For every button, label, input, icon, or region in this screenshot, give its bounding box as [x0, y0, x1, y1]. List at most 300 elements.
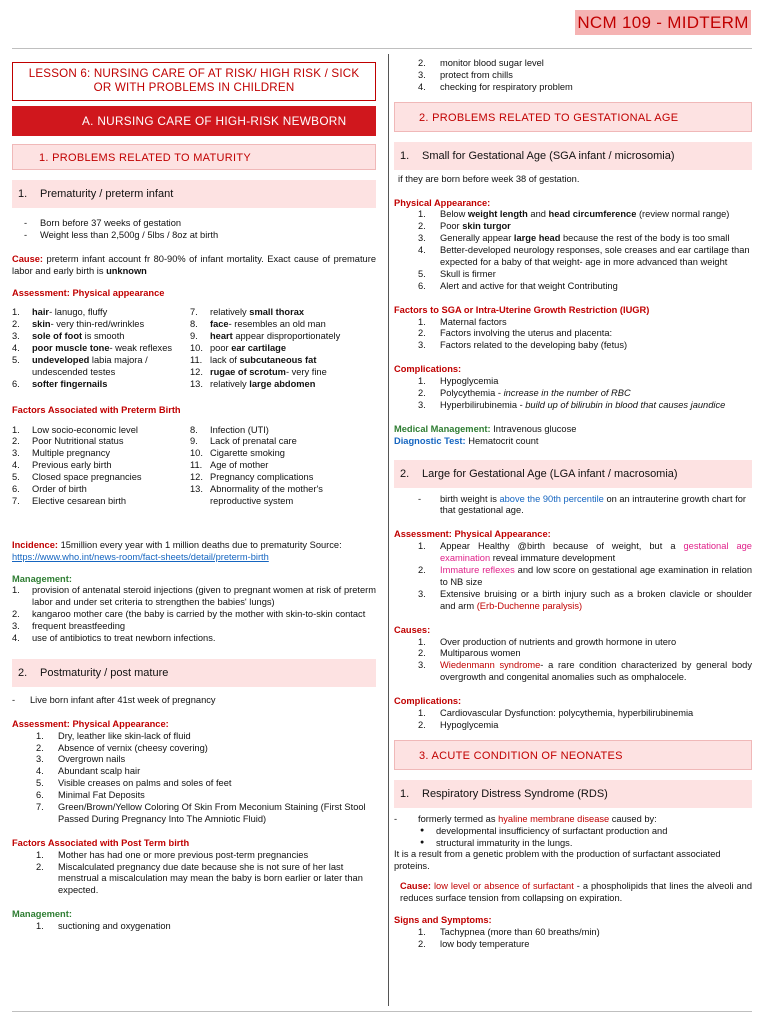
list-item	[12, 609, 376, 621]
post-factors-label: Factors Associated with Post Term birth	[12, 837, 190, 848]
list-item	[12, 731, 376, 743]
rds-cause-label: Cause:	[400, 881, 432, 892]
list-item	[12, 633, 376, 645]
prematurity-title: Prematurity / preterm infant	[40, 187, 174, 200]
list-item	[12, 379, 190, 391]
list-item	[394, 221, 752, 233]
list-item	[12, 802, 376, 826]
list-bold: undeveloped	[32, 354, 90, 365]
list-bold: sole of foot	[32, 331, 83, 342]
list-text: - very thin-red/wrinkles	[50, 319, 145, 330]
management-label	[12, 574, 376, 586]
list-text: Hyperbilirubinemia -	[440, 399, 526, 410]
lga-heading	[394, 460, 752, 488]
list-text: Dry, leather like skin-lack of fluid	[58, 730, 191, 741]
list-item	[12, 355, 190, 379]
list-number: 1.	[36, 921, 44, 932]
list-number: 4.	[12, 343, 20, 354]
post-management-list	[12, 921, 376, 933]
list-item: 3. Wiedenmann syndrome- a rare condition characterized by general body overgrowth and congenital anomalies such as omphalocele.	[418, 660, 752, 683]
list-pre: Generally appear	[440, 233, 514, 244]
header-rule	[12, 48, 752, 49]
lga-causes-label: Causes:	[394, 624, 431, 635]
list-text: Hypoglycemia	[440, 376, 499, 387]
prematurity-number: 1.	[18, 187, 28, 200]
list-text: Low socio-economic level	[32, 424, 138, 435]
list-bold: softer fingernails	[32, 378, 108, 389]
postmaturity-number: 2.	[18, 666, 28, 679]
list-number: 1.	[418, 926, 426, 937]
list-item	[12, 460, 190, 472]
lga-definition-pre: birth weight is	[440, 493, 500, 504]
list-number: 4.	[12, 633, 20, 644]
incidence	[12, 540, 376, 564]
list-text: Overgrown nails	[58, 754, 126, 765]
list-number: 5.	[12, 472, 20, 483]
list-bold: weight length	[467, 209, 528, 220]
sga-factors-label: Factors to SGA or Intra-Uterine Growth Restriction (IUGR)	[394, 304, 650, 315]
list-bold: heart	[210, 331, 233, 342]
list-number: 1.	[36, 849, 44, 860]
list-item	[394, 388, 752, 400]
rds-definition-pre: formerly termed as	[418, 813, 499, 824]
list-pre: poor	[210, 343, 232, 354]
list-number: 2.	[418, 719, 426, 730]
list-bold: skin	[32, 319, 51, 330]
list-number: 13.	[190, 378, 203, 389]
text: and low score on gestational age examination in relation to NB size	[440, 565, 752, 587]
preterm-factors-list	[12, 425, 376, 508]
list-item	[12, 436, 190, 448]
list-number: 3.	[418, 69, 426, 80]
list-text: Cardiovascular Dysfunction: polycythemia, hyperbilirubinemia	[440, 707, 694, 718]
list-number: 3.	[418, 233, 426, 244]
list-item: 1. Appear Healthy @birth because of weight, but a gestational age examination reveal immature development	[418, 541, 752, 564]
cause-label: Cause:	[12, 253, 44, 264]
factors-left	[12, 425, 190, 508]
list-item	[12, 343, 190, 355]
list-text: Minimal Fat Deposits	[58, 790, 145, 801]
list-item	[12, 585, 376, 609]
list-number: 7.	[190, 307, 198, 318]
list-number: 1.	[418, 209, 426, 220]
list-number: 2.	[418, 58, 426, 68]
sga-definition: if they are born before week 38 of gestation.	[398, 173, 580, 184]
lga-complications-list	[394, 708, 752, 732]
list-pre: Skull is firmer	[440, 268, 496, 279]
list-item	[394, 82, 752, 94]
text: Multiparous women	[440, 648, 521, 659]
acute-heading: 3. ACUTE CONDITION OF NEONATES	[394, 740, 752, 770]
list-text: Hypoglycemia	[440, 719, 499, 730]
sga-title: Small for Gestational Age (SGA infant / microsomia)	[422, 149, 675, 162]
list-item	[12, 850, 376, 862]
cause-text: preterm infant account fr 80-90% of infant mortality. Exact cause of premature labor and early birth is	[12, 253, 376, 276]
medical-management	[394, 424, 752, 436]
incidence-text: 15million every year with 1 million deaths due to prematurity Source:	[57, 539, 342, 550]
section-banner: A. NURSING CARE OF HIGH-RISK NEWBORN	[12, 106, 376, 136]
list-number: 9.	[190, 331, 198, 342]
list-item	[394, 58, 752, 70]
list-number: 2.	[12, 436, 20, 447]
list-text: Pregnancy complications	[210, 472, 314, 483]
list-item: - Born before 37 weeks of gestation	[12, 218, 376, 230]
list-text: Green/Brown/Yellow Coloring Of Skin From Meconium Staining (First Stool Passed During Pregnancy Into The Amniotic Fluid)	[58, 802, 366, 824]
list-text: labia majora / undescended testes	[32, 354, 148, 377]
text: Appear Healthy @birth because of weight, but a	[440, 541, 684, 552]
list-number: 6.	[418, 280, 426, 291]
list-number: 2.	[12, 319, 20, 330]
lga-definition-highlight: above the 90th percentile	[499, 493, 604, 504]
text: Over production of nutrients and growth hormone in utero	[440, 636, 677, 647]
management-list	[12, 585, 376, 644]
lga-causes-list	[394, 637, 752, 685]
highlight: (Erb-Duchenne paralysis)	[476, 600, 583, 611]
rds-title: Respiratory Distress Syndrome (RDS)	[422, 787, 608, 800]
list-item	[12, 319, 190, 331]
list-number: 1.	[418, 376, 426, 387]
list-number: 12.	[190, 366, 203, 377]
list-item: 2. Immature reflexes and low score on gestational age examination in relation to NB size	[418, 565, 752, 587]
list-italic: build up of bilirubin in blood that causes jaundice	[525, 399, 726, 410]
list-text: because the rest of the body is too small	[560, 233, 730, 244]
medical-management-label: Medical Management:	[394, 423, 491, 434]
list-pre: Below	[440, 209, 468, 220]
list-item	[12, 331, 190, 343]
sga-heading	[394, 142, 752, 170]
list-item	[12, 448, 190, 460]
list-bold: large head	[513, 233, 561, 244]
list-item	[12, 778, 376, 790]
list-text: use of antibiotics to treat newborn infections.	[32, 633, 216, 644]
list-text: Closed space pregnancies	[32, 472, 142, 483]
list-text: frequent breastfeeding	[32, 621, 126, 632]
list-number: 2.	[418, 221, 426, 232]
list-item: 1. Over production of nutrients and growth hormone in utero	[418, 636, 677, 647]
post-assessment-list	[12, 731, 376, 826]
prematurity-definition	[12, 218, 376, 242]
list-number: 1.	[12, 307, 20, 318]
list-item: ● developmental insufficiency of surfactant production and	[394, 826, 752, 838]
postmaturity-heading	[12, 659, 376, 687]
list-number: 9.	[190, 436, 198, 447]
prematurity-cause	[12, 254, 376, 278]
list-text: provision of antenatal steroid injections (given to pregnant women at risk of preterm labor and under set criteria to strengthen the babies' lungs)	[32, 585, 376, 608]
list-item	[12, 754, 376, 766]
who-link[interactable]: https://www.who.int/news-room/fact-sheets/detail/preterm-birth	[12, 551, 269, 562]
list-item	[190, 460, 376, 472]
list-text: checking for respiratory problem	[440, 81, 573, 92]
list-number: 8.	[190, 319, 198, 330]
list-number: 7.	[36, 802, 44, 813]
highlight: Immature reflexes	[440, 565, 515, 576]
list-number: 12.	[190, 472, 203, 483]
lga-complications-label: Complications:	[394, 696, 462, 707]
list-number: 3.	[418, 399, 426, 410]
cause-bold: unknown	[106, 265, 147, 276]
list-text: low body temperature	[440, 938, 530, 949]
list-number: 3.	[12, 331, 20, 342]
list-pre: Alert and active for that weight Contributing	[440, 280, 618, 291]
list-number: 4.	[418, 245, 426, 256]
lga-assessment-list	[394, 541, 752, 612]
list-text: Age of mother	[210, 460, 269, 471]
list-text: Previous early birth	[32, 460, 112, 471]
assessment-label: Assessment: Physical appearance	[12, 287, 165, 298]
list-item	[12, 621, 376, 633]
list-number: 7.	[12, 495, 20, 506]
list-number: 10.	[190, 343, 203, 354]
diagnostic-test	[394, 436, 752, 448]
list-item	[394, 340, 752, 352]
list-text: Poor Nutritional status	[32, 436, 124, 447]
list-text: Factors involving the uterus and placenta:	[440, 328, 613, 339]
right-column	[394, 54, 752, 951]
list-text: is smooth	[82, 331, 125, 342]
list-bold: poor muscle tone	[32, 343, 110, 354]
list-text: - weak reflexes	[109, 343, 173, 354]
post-management-label: Management:	[12, 909, 72, 920]
lga-definition-post: on an intrauterine growth chart for that gestational age.	[440, 493, 746, 516]
list-text: appear disproportionately	[232, 331, 341, 342]
list-item	[12, 921, 376, 933]
list-item	[190, 319, 376, 331]
list-text: Multiple pregnancy	[32, 448, 111, 459]
list-item	[394, 245, 752, 269]
maturity-heading: 1. PROBLEMS RELATED TO MATURITY	[12, 144, 376, 170]
sga-physical-label: Physical Appearance:	[394, 197, 491, 208]
list-item	[394, 708, 752, 720]
medical-management-text: Intravenous glucose	[490, 423, 577, 434]
sga-factors-list	[394, 317, 752, 353]
list-text: Miscalculated pregnancy due date because she is not sure of her last menstrual a miscalculation may mean the baby is born earlier or later than expected.	[58, 861, 363, 896]
list-item	[12, 743, 376, 755]
list-item: ● structural immaturity in the lungs.	[394, 838, 752, 850]
text: reveal immature development	[490, 553, 616, 564]
continued-management-list	[394, 58, 752, 94]
list-number: 6.	[36, 790, 44, 801]
list-number: 6.	[12, 378, 20, 389]
incidence-label: Incidence:	[12, 539, 58, 550]
list-number: 4.	[36, 766, 44, 777]
list-text: - lanugo, fluffy	[49, 307, 108, 318]
list-number: 3.	[12, 448, 20, 459]
rds-genetic: It is a result from a genetic problem with the production of surfactant associated proteins.	[394, 849, 721, 872]
list-number: 11.	[190, 460, 203, 471]
list-number: 8.	[190, 424, 198, 435]
list-bold: ear cartilage	[231, 343, 286, 354]
sga-complications-label: Complications:	[394, 364, 462, 375]
rds-cause	[394, 881, 752, 905]
rds-definition: - formerly termed as hyaline membrane disease caused by:	[394, 813, 657, 824]
list-number: 13.	[190, 484, 203, 494]
list-number: 4.	[418, 81, 426, 92]
list-number: 4.	[12, 460, 20, 471]
list-bold: head circumference	[548, 209, 637, 220]
list-number: 5.	[418, 268, 426, 279]
list-text: suctioning and oxygenation	[58, 921, 171, 932]
list-item	[394, 720, 752, 732]
management-label-text: Management:	[12, 573, 72, 584]
text: - a rare condition characterized by general body overgrowth and congenital anomalies such as omphalocele.	[440, 660, 752, 683]
rds-bullets	[394, 826, 752, 850]
list-bold: small thorax	[249, 307, 305, 318]
list-pre: lack of	[210, 354, 240, 365]
rds-definition-highlight: hyaline membrane disease	[498, 813, 610, 824]
list-item	[190, 484, 376, 508]
highlight: Wiedenmann syndrome	[440, 660, 541, 671]
assessment-right	[190, 307, 376, 390]
list-number: 2.	[12, 609, 20, 620]
list-item	[190, 367, 376, 379]
list-bold: rugae of scrotum	[210, 366, 286, 377]
list-number: 5.	[12, 354, 20, 365]
rds-number: 1.	[400, 787, 410, 800]
list-item: 3. Extensive bruising or a birth injury such as a broken clavicle or shoulder and arm (Erb-Duchenne paralysis)	[418, 588, 752, 611]
list-item	[394, 209, 752, 221]
list-item: 2. Multiparous women	[418, 648, 521, 659]
list-item	[394, 281, 752, 293]
list-bold: skin turgor	[462, 221, 511, 232]
list-text: Abundant scalp hair	[58, 766, 141, 777]
list-number: 2.	[418, 388, 426, 399]
list-bold: subcutaneous fat	[239, 354, 317, 365]
list-text: Lack of prenatal care	[210, 436, 297, 447]
preterm-factors-label: Factors Associated with Preterm Birth	[12, 404, 181, 415]
list-text: protect from chills	[440, 69, 513, 80]
list-text: - resembles an old man	[228, 319, 326, 330]
list-number: 2.	[418, 938, 426, 949]
list-number: 6.	[12, 484, 20, 494]
postmaturity-title: Postmaturity / post mature	[40, 666, 169, 679]
gestational-heading: 2. PROBLEMS RELATED TO GESTATIONAL AGE	[394, 102, 752, 132]
list-number: 1.	[12, 585, 20, 596]
list-item	[394, 233, 752, 245]
list-pre: relatively	[210, 378, 250, 389]
list-mid: and	[527, 209, 549, 220]
post-factors-list	[12, 850, 376, 898]
list-item	[190, 343, 376, 355]
post-assessment-label: Assessment: Physical Appearance:	[12, 718, 169, 729]
list-number: 5.	[36, 778, 44, 789]
list-item	[394, 927, 752, 939]
list-item	[190, 307, 376, 319]
list-pre: Poor	[440, 221, 463, 232]
list-pre: relatively	[210, 307, 250, 318]
rds-definition-post: caused by:	[609, 813, 657, 824]
list-number: 11.	[190, 354, 203, 365]
list-item	[12, 307, 190, 319]
assessment-left	[12, 307, 190, 390]
list-text: Order of birth	[32, 484, 87, 494]
list-item	[12, 425, 190, 437]
list-text: Cigarette smoking	[210, 448, 285, 459]
list-item	[394, 269, 752, 281]
list-item	[190, 379, 376, 391]
sga-number: 1.	[400, 149, 410, 162]
lesson-title: LESSON 6: NURSING CARE OF AT RISK/ HIGH RISK / SICK OR WITH PROBLEMS IN CHILDREN	[12, 62, 376, 101]
list-item: - Weight less than 2,500g / 5lbs / 8oz at birth	[12, 230, 376, 242]
column-divider	[388, 54, 389, 1006]
list-item	[394, 376, 752, 388]
list-bold: hair	[32, 307, 50, 318]
list-bold: face	[210, 319, 229, 330]
lga-title: Large for Gestational Age (LGA infant / macrosomia)	[422, 467, 678, 480]
list-number: 2.	[36, 742, 44, 753]
postmaturity-definition-text: Live born infant after 41st week of pregnancy	[30, 694, 216, 705]
rds-cause-highlight: low level or absence of surfactant	[431, 881, 574, 892]
list-item	[190, 355, 376, 367]
list-number: 1.	[418, 316, 426, 327]
list-number: 3.	[12, 621, 20, 632]
list-text: monitor blood sugar level	[440, 58, 544, 68]
list-item	[394, 939, 752, 951]
list-number: 2.	[418, 328, 426, 339]
list-text: Visible creases on palms and soles of feet	[58, 778, 232, 789]
list-item	[190, 436, 376, 448]
list-item	[394, 70, 752, 82]
list-text: - very fine	[285, 366, 327, 377]
list-text: Polycythemia -	[440, 388, 504, 399]
list-item	[12, 766, 376, 778]
left-column	[12, 54, 376, 933]
highlight: gestational age examination	[440, 541, 752, 564]
list-text: Infection (UTI)	[210, 424, 269, 435]
list-text: Tachypnea (more than 60 breaths/min)	[440, 926, 600, 937]
factors-right	[190, 425, 376, 508]
list-text: kangaroo mother care (the baby is carried by the mother with skin-to-skin contact	[32, 609, 366, 620]
sga-physical-list	[394, 209, 752, 292]
list-number: 10.	[190, 448, 203, 459]
rds-cause-text: - a phospholipids that lines the alveoli and reduces surface tension from collapsing on expiration.	[400, 881, 752, 904]
postmaturity-definition: - Live born infant after 41st week of pregnancy	[12, 694, 216, 705]
diagnostic-test-label: Diagnostic Test:	[394, 435, 466, 446]
prematurity-heading	[12, 180, 376, 208]
list-item	[12, 790, 376, 802]
assessment-list	[12, 307, 376, 390]
rds-signs-label: Signs and Symptoms:	[394, 914, 492, 925]
list-text: (review normal range)	[636, 209, 730, 220]
list-item	[394, 317, 752, 329]
list-item	[394, 328, 752, 340]
list-number: 1.	[12, 424, 20, 435]
list-text: Elective cesarean birth	[32, 495, 127, 506]
list-text: Absence of vernix (cheesy covering)	[58, 742, 208, 753]
list-item	[12, 472, 190, 484]
list-item	[190, 472, 376, 484]
list-text: Factors related to the developing baby (fetus)	[440, 340, 628, 351]
lga-number: 2.	[400, 467, 410, 480]
course-title: NCM 109 - MIDTERM	[575, 10, 751, 35]
rds-heading	[394, 780, 752, 808]
list-item	[394, 400, 752, 412]
list-item	[12, 862, 376, 898]
list-number: 2.	[36, 861, 44, 872]
list-text: Abnormality of the mother's reproductive system	[210, 484, 323, 506]
list-number: 1.	[418, 707, 426, 718]
lga-definition: - birth weight is above the 90th percentile on an intrauterine growth chart for that gestational age.	[418, 493, 746, 516]
list-italic: increase in the number of RBC	[503, 388, 631, 399]
list-number: 1.	[36, 730, 44, 741]
rds-signs-list	[394, 927, 752, 951]
sga-complications-list	[394, 376, 752, 412]
list-item	[190, 425, 376, 437]
diagnostic-test-text: Hematocrit count	[465, 435, 539, 446]
list-number: 3.	[418, 340, 426, 351]
list-bold: large abdomen	[249, 378, 316, 389]
list-text: Mother has had one or more previous post-term pregnancies	[58, 849, 309, 860]
list-item	[12, 496, 190, 508]
